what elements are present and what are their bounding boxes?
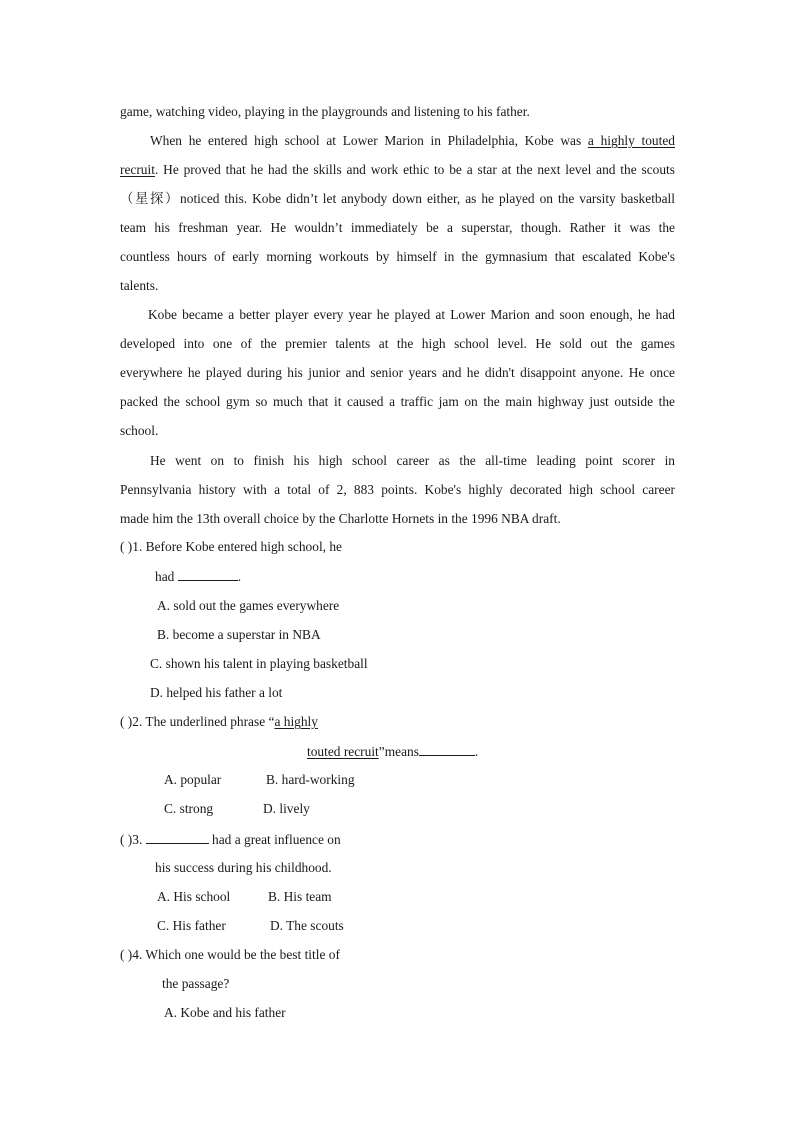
text-segment: When he entered high school at Lower Marion in Philadelphia, Kobe was [150,133,588,148]
option-d[interactable]: D. helped his father a lot [150,685,283,700]
question-text: . [474,744,479,759]
answer-bracket[interactable]: ( ) [120,832,133,847]
underlined-phrase: a highly touted [587,133,675,148]
option-c[interactable]: C. shown his talent in playing basketball [150,656,368,671]
option-c[interactable]: C. His father [157,918,226,933]
question-text: 4. Which one would be the best title of [132,947,340,962]
text-line: packed the school gym so much that it caused a traffic jam on the main highway just outside the [120,394,675,409]
question-3-stem [120,829,341,850]
option-a[interactable]: A. Kobe and his father [164,1005,286,1020]
text-line: everywhere he played during his junior and senior years and he didn't disappoint anyone. He once [120,365,675,380]
answer-blank[interactable] [178,566,238,581]
question-1-stem-cont [155,566,241,587]
text-line: Kobe became a better player every year he played at Lower Marion and soon enough, he had [148,307,675,322]
paragraph-high-school-entry [120,126,675,300]
underlined-phrase: recruit [120,162,155,177]
question-text: had a great influence on [208,832,341,847]
underlined-phrase: a highly [274,714,318,729]
option-d[interactable]: D. lively [263,801,310,816]
text-line: He went on to finish his high school career as the all-time leading point scorer in [150,453,675,468]
text-line: team his freshman year. He wouldn’t immediately be a superstar, though. Rather it was the [120,220,675,235]
question-text: 3. [132,832,146,847]
paragraph-continuation [120,97,675,126]
option-c[interactable]: C. strong [164,801,214,816]
answer-blank[interactable] [419,741,475,756]
text-segment: . He proved that he had the skills and work ethic to be a star at the next level and the scouts [154,162,675,177]
text-line: （星探）noticed this. Kobe didn’t let anybody down either, as he played on the varsity basketball [120,191,675,206]
paragraph-career-finish [120,446,675,533]
option-a[interactable]: A. sold out the games everywhere [157,598,340,613]
text-line: Pennsylvania history with a total of 2, 883 points. Kobe's highly decorated high school career [120,482,675,497]
question-text: 2. The underlined phrase “ [132,714,275,729]
text-line: game, watching video, playing in the playgrounds and listening to his father. [120,104,530,119]
text-line: talents. [120,278,159,293]
question-3-stem-cont: his success during his childhood. [155,860,332,875]
text-line: countless hours of early morning workouts by himself in the gymnasium that escalated Kobe's [120,249,675,264]
question-text: ”means [378,744,419,759]
option-a[interactable]: A. His school [157,889,231,904]
answer-bracket[interactable]: ( ) [120,714,133,729]
question-text: 1. Before Kobe entered high school, he [132,539,343,554]
option-b[interactable]: B. hard-working [266,772,355,787]
text-line [120,155,675,184]
answer-bracket[interactable]: ( ) [120,539,133,554]
question-text: . [237,569,242,584]
option-a[interactable]: A. popular [164,772,222,787]
option-d[interactable]: D. The scouts [270,918,344,933]
answer-blank[interactable] [146,829,209,844]
question-2-stem-cont [307,741,478,762]
question-1-stem [120,537,342,557]
text-line: made him the 13th overall choice by the Charlotte Hornets in the 1996 NBA draft. [120,511,561,526]
option-b[interactable]: B. become a superstar in NBA [157,627,321,642]
question-text: had [155,569,178,584]
question-2-stem [120,712,318,732]
answer-bracket[interactable]: ( ) [120,947,133,962]
question-4-stem-cont: the passage? [162,976,230,991]
text-line [120,126,675,155]
text-line: school. [120,423,159,438]
question-4-stem [120,945,340,965]
paragraph-lower-marion [120,300,675,445]
underlined-phrase: touted recruit [307,744,379,759]
text-line: developed into one of the premier talents at the high school level. He sold out the games [120,336,675,351]
option-b[interactable]: B. His team [268,889,332,904]
